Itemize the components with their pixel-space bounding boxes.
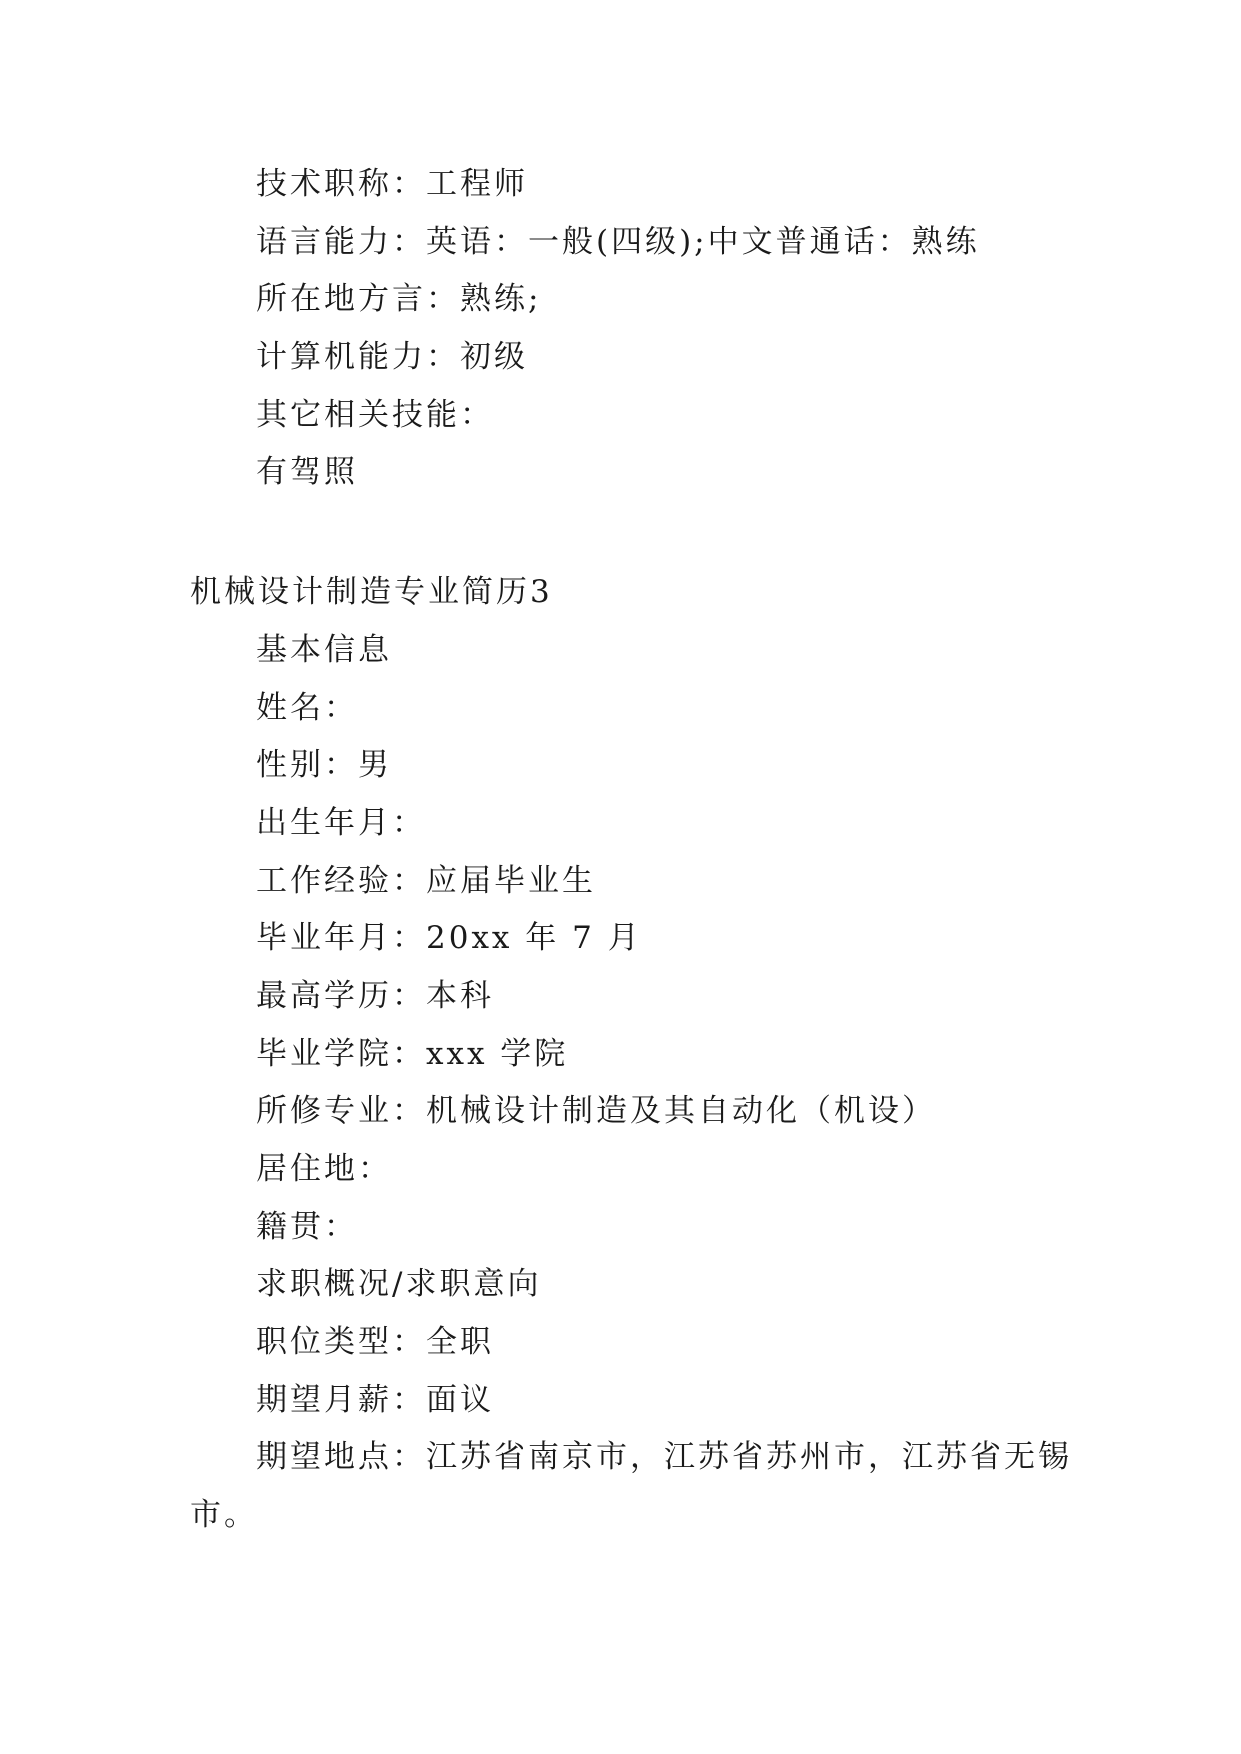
basic-info-heading: 基本信息 bbox=[256, 632, 392, 668]
graduation-date-line: 毕业年月：20xx 年 7 月 bbox=[256, 920, 642, 956]
driver-license-line: 有驾照 bbox=[256, 454, 358, 490]
gender-line: 性别：男 bbox=[256, 747, 392, 783]
native-place-line: 籍贯： bbox=[256, 1209, 358, 1245]
tech-title-line: 技术职称：工程师 bbox=[256, 166, 528, 202]
residence-line: 居住地： bbox=[256, 1151, 392, 1187]
computer-ability-line: 计算机能力：初级 bbox=[256, 339, 528, 375]
dialect-line: 所在地方言：熟练; bbox=[256, 281, 542, 317]
other-skills-line: 其它相关技能： bbox=[256, 397, 494, 433]
language-ability-line: 语言能力：英语：一般(四级);中文普通话：熟练 bbox=[256, 224, 980, 260]
education-line: 最高学历：本科 bbox=[256, 978, 494, 1014]
job-intention-heading: 求职概况/求职意向 bbox=[256, 1266, 542, 1302]
resume-title: 机械设计制造专业简历3 bbox=[190, 574, 553, 610]
job-type-line: 职位类型：全职 bbox=[256, 1324, 494, 1360]
name-line: 姓名： bbox=[256, 690, 358, 726]
work-experience-line: 工作经验：应届毕业生 bbox=[256, 863, 596, 899]
expected-salary-line: 期望月薪：面议 bbox=[256, 1382, 494, 1418]
birth-date-line: 出生年月： bbox=[256, 805, 426, 841]
expected-location-line: 期望地点：江苏省南京市，江苏省苏州市，江苏省无锡 bbox=[256, 1439, 1072, 1475]
major-line: 所修专业：机械设计制造及其自动化（机设） bbox=[256, 1093, 936, 1129]
college-line: 毕业学院：xxx 学院 bbox=[256, 1036, 569, 1072]
expected-location-continuation: 市。 bbox=[190, 1497, 258, 1533]
